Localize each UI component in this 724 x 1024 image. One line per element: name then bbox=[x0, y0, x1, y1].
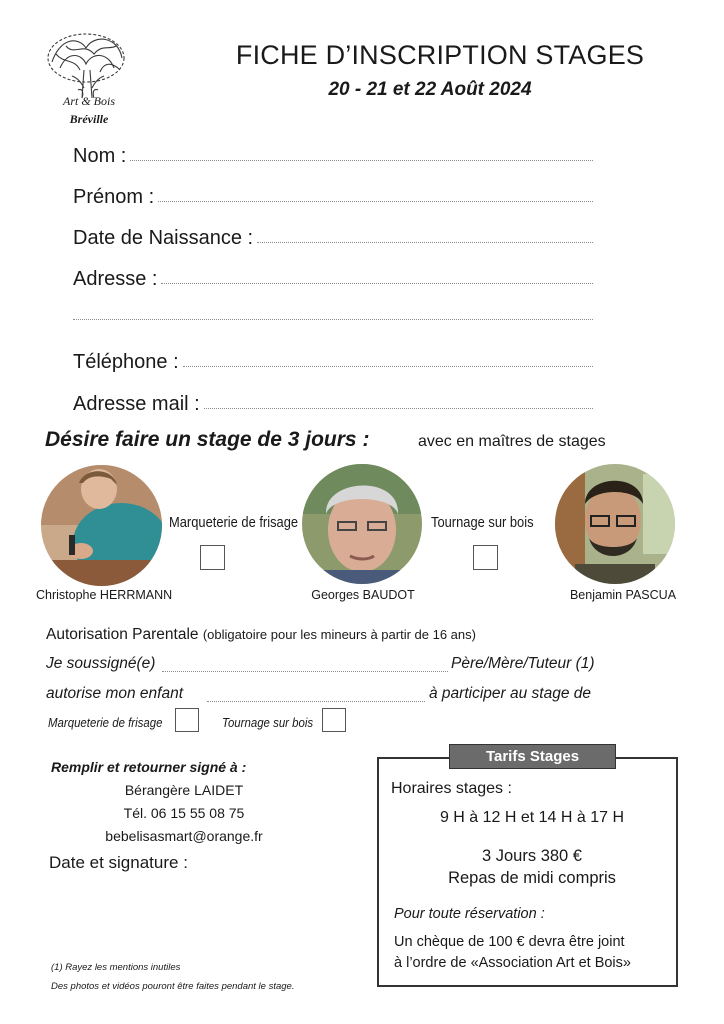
telephone-label: Téléphone : bbox=[73, 351, 179, 373]
adresse-field[interactable] bbox=[73, 261, 593, 291]
option-marqueterie-label: Marqueterie de frisage bbox=[169, 514, 299, 531]
enfant-label: autorise mon enfant bbox=[46, 685, 184, 702]
stage-subtitle: avec en maîtres de stages bbox=[418, 433, 606, 450]
auth-marqueterie-checkbox[interactable] bbox=[175, 708, 199, 732]
autorisation-heading bbox=[46, 626, 476, 644]
prenom-field[interactable] bbox=[73, 179, 593, 209]
auth-option-tournage: Tournage sur bois bbox=[222, 715, 314, 730]
contact-email: bebelisasmart@orange.fr bbox=[105, 828, 263, 844]
soussigne-label: Je soussigné(e) bbox=[46, 655, 156, 672]
telephone-field[interactable] bbox=[73, 344, 593, 374]
stage-dates: 20 - 21 et 22 Août 2024 bbox=[328, 79, 532, 100]
auth-option-marqueterie: Marqueterie de frisage bbox=[48, 715, 163, 730]
auth-tournage-checkbox[interactable] bbox=[322, 708, 346, 732]
page-title: FICHE D’INSCRIPTION STAGES bbox=[235, 40, 645, 70]
stage-title: Désire faire un stage de 3 jours : bbox=[45, 428, 370, 451]
master-name-1: Christophe HERRMANN bbox=[36, 588, 173, 602]
participer-label: à participer au stage de bbox=[429, 685, 591, 702]
cheque-line-2: à l’ordre de «Association Art et Bois» bbox=[394, 955, 631, 971]
photo-christophe bbox=[41, 465, 162, 586]
marqueterie-checkbox[interactable] bbox=[200, 545, 225, 570]
signature-label: Date et signature : bbox=[49, 853, 188, 872]
prenom-label: Prénom : bbox=[73, 186, 155, 208]
reservation-label: Pour toute réservation : bbox=[394, 906, 545, 922]
logo-town: Bréville bbox=[69, 112, 109, 126]
naissance-label: Date de Naissance : bbox=[73, 227, 254, 249]
cheque-line-1: Un chèque de 100 € devra être joint bbox=[394, 934, 625, 950]
adresse-label: Adresse : bbox=[73, 268, 158, 290]
tarifs-tab: Tarifs Stages bbox=[449, 744, 616, 769]
price-text: 3 Jours 380 € bbox=[482, 847, 582, 865]
horaires-value: 9 H à 12 H et 14 H à 17 H bbox=[439, 809, 625, 826]
contact-name: Bérangère LAIDET bbox=[124, 782, 244, 798]
contact-phone: Tél. 06 15 55 08 75 bbox=[123, 805, 245, 821]
master-name-3: Benjamin PASCUA bbox=[569, 588, 677, 602]
naissance-field[interactable] bbox=[73, 220, 593, 250]
nom-field[interactable] bbox=[73, 138, 593, 168]
option-tournage-label: Tournage sur bois bbox=[431, 514, 534, 531]
meal-text: Repas de midi compris bbox=[448, 869, 616, 887]
photo-benjamin bbox=[555, 464, 675, 584]
photo-georges bbox=[302, 464, 422, 584]
horaires-label: Horaires stages : bbox=[391, 780, 512, 797]
footnote-1: (1) Rayez les mentions inutiles bbox=[51, 962, 181, 973]
mail-label: Adresse mail : bbox=[73, 393, 200, 415]
enfant-line[interactable] bbox=[207, 701, 425, 702]
master-name-2: Georges BAUDOT bbox=[311, 588, 415, 602]
nom-label: Nom : bbox=[73, 145, 127, 167]
mail-field[interactable] bbox=[73, 386, 593, 416]
autorisation-note: (obligatoire pour les mineurs à partir de 16 ans) bbox=[202, 627, 476, 642]
autorisation-title: Autorisation Parentale bbox=[46, 626, 199, 643]
retour-title: Remplir et retourner signé à : bbox=[51, 759, 247, 775]
soussigne-line[interactable] bbox=[162, 671, 448, 672]
logo-text: Art & Bois bbox=[62, 94, 115, 108]
footnote-2: Des photos et vidéos pouront être faites pendant le stage. bbox=[51, 981, 295, 992]
parent-role-label: Père/Mère/Tuteur (1) bbox=[451, 655, 595, 672]
tournage-checkbox[interactable] bbox=[473, 545, 498, 570]
adresse-line-2[interactable] bbox=[73, 319, 593, 320]
signature-area[interactable] bbox=[49, 880, 359, 950]
